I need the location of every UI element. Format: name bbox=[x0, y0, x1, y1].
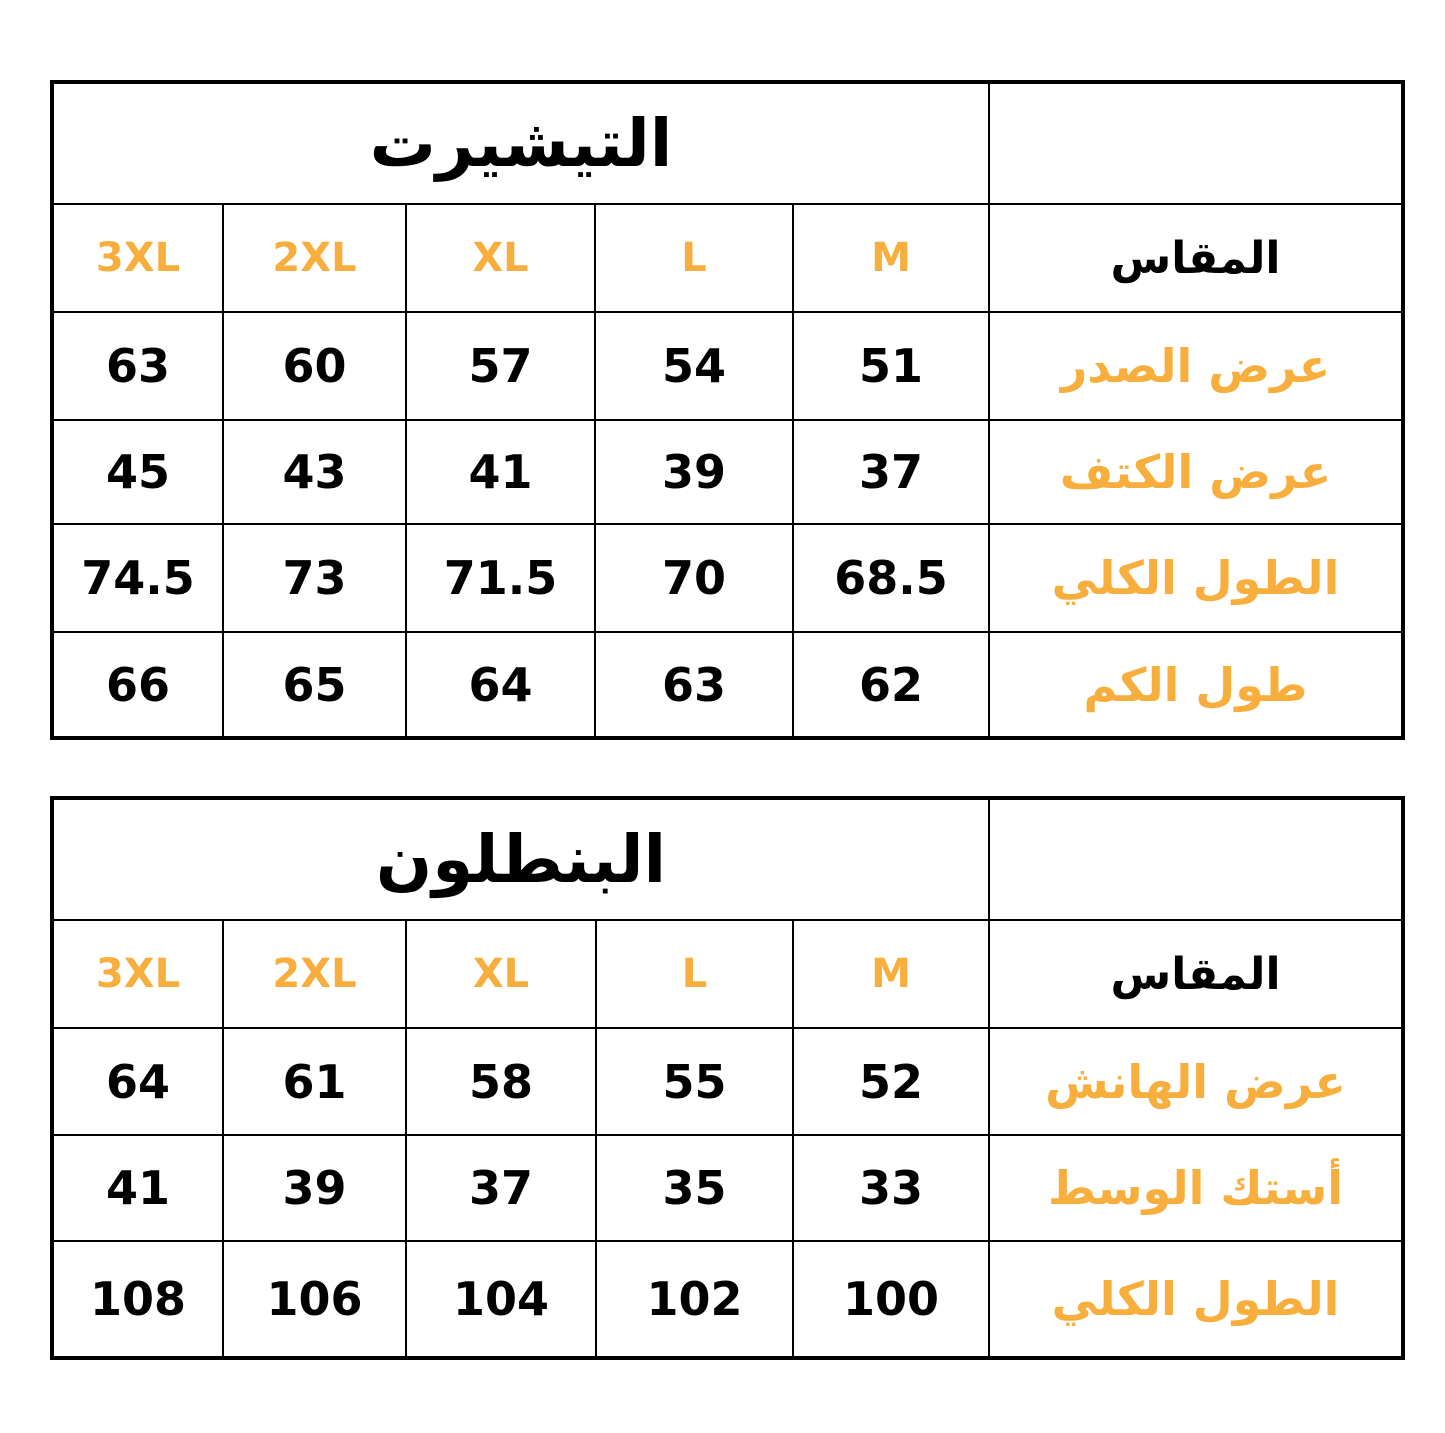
pants-total-length-label: الطول الكلي bbox=[989, 1241, 1403, 1358]
pants-hip-3xl: 64 bbox=[52, 1028, 223, 1135]
pants-hip-m: 52 bbox=[793, 1028, 989, 1135]
tshirt-chest-width-label: عرض الصدر bbox=[989, 312, 1403, 420]
table-row bbox=[52, 524, 1403, 632]
tshirt-sleeve-length-label: طول الكم bbox=[989, 632, 1403, 738]
tshirt-length-2xl: 73 bbox=[223, 524, 406, 632]
pants-hip-2xl: 61 bbox=[223, 1028, 406, 1135]
tshirt-shoulder-m: 37 bbox=[793, 420, 989, 524]
tshirt-title-row bbox=[52, 82, 1403, 204]
tshirt-sleeve-3xl: 66 bbox=[52, 632, 223, 738]
tshirt-shoulder-width-label: عرض الكتف bbox=[989, 420, 1403, 524]
tshirt-size-l: L bbox=[595, 204, 793, 312]
tshirt-shoulder-2xl: 43 bbox=[223, 420, 406, 524]
tshirt-table-title: التيشيرت bbox=[52, 82, 989, 204]
tshirt-chest-xl: 57 bbox=[406, 312, 595, 420]
pants-waist-2xl: 39 bbox=[223, 1135, 406, 1241]
pants-size-3xl: 3XL bbox=[52, 920, 223, 1028]
pants-measure-label: المقاس bbox=[989, 920, 1403, 1028]
pants-hip-width-label: عرض الهانش bbox=[989, 1028, 1403, 1135]
table-row bbox=[52, 1135, 1403, 1241]
pants-size-m: M bbox=[793, 920, 989, 1028]
pants-length-xl: 104 bbox=[406, 1241, 596, 1358]
tshirt-size-m: M bbox=[793, 204, 989, 312]
pants-size-l: L bbox=[596, 920, 793, 1028]
tshirt-sleeve-l: 63 bbox=[595, 632, 793, 738]
pants-title-row bbox=[52, 798, 1403, 920]
tshirt-size-table bbox=[50, 80, 1405, 740]
pants-waist-xl: 37 bbox=[406, 1135, 596, 1241]
tshirt-chest-m: 51 bbox=[793, 312, 989, 420]
tshirt-length-m: 68.5 bbox=[793, 524, 989, 632]
table-row bbox=[52, 1241, 1403, 1358]
pants-length-2xl: 106 bbox=[223, 1241, 406, 1358]
table-row bbox=[52, 1028, 1403, 1135]
tshirt-chest-3xl: 63 bbox=[52, 312, 223, 420]
tshirt-size-xl: XL bbox=[406, 204, 595, 312]
pants-waist-elastic-label: أستك الوسط bbox=[989, 1135, 1403, 1241]
pants-hip-xl: 58 bbox=[406, 1028, 596, 1135]
pants-waist-m: 33 bbox=[793, 1135, 989, 1241]
table-row bbox=[52, 312, 1403, 420]
pants-waist-3xl: 41 bbox=[52, 1135, 223, 1241]
tshirt-chest-2xl: 60 bbox=[223, 312, 406, 420]
pants-size-xl: XL bbox=[406, 920, 596, 1028]
pants-size-2xl: 2XL bbox=[223, 920, 406, 1028]
pants-size-header-row bbox=[52, 920, 1403, 1028]
tshirt-shoulder-3xl: 45 bbox=[52, 420, 223, 524]
pants-empty-corner-cell bbox=[989, 798, 1403, 920]
tshirt-length-l: 70 bbox=[595, 524, 793, 632]
tshirt-sleeve-2xl: 65 bbox=[223, 632, 406, 738]
pants-size-table bbox=[50, 796, 1405, 1360]
pants-table-title: البنطلون bbox=[52, 798, 989, 920]
tshirt-total-length-label: الطول الكلي bbox=[989, 524, 1403, 632]
tshirt-size-2xl: 2XL bbox=[223, 204, 406, 312]
pants-length-l: 102 bbox=[596, 1241, 793, 1358]
tshirt-empty-corner-cell bbox=[989, 82, 1403, 204]
tshirt-size-header-row bbox=[52, 204, 1403, 312]
tshirt-shoulder-xl: 41 bbox=[406, 420, 595, 524]
tshirt-chest-l: 54 bbox=[595, 312, 793, 420]
table-row bbox=[52, 632, 1403, 738]
pants-waist-l: 35 bbox=[596, 1135, 793, 1241]
table-row bbox=[52, 420, 1403, 524]
pants-length-m: 100 bbox=[793, 1241, 989, 1358]
pants-length-3xl: 108 bbox=[52, 1241, 223, 1358]
tshirt-shoulder-l: 39 bbox=[595, 420, 793, 524]
tshirt-size-3xl: 3XL bbox=[52, 204, 223, 312]
tshirt-measure-label: المقاس bbox=[989, 204, 1403, 312]
tshirt-length-3xl: 74.5 bbox=[52, 524, 223, 632]
pants-hip-l: 55 bbox=[596, 1028, 793, 1135]
tshirt-length-xl: 71.5 bbox=[406, 524, 595, 632]
tshirt-sleeve-m: 62 bbox=[793, 632, 989, 738]
tshirt-sleeve-xl: 64 bbox=[406, 632, 595, 738]
